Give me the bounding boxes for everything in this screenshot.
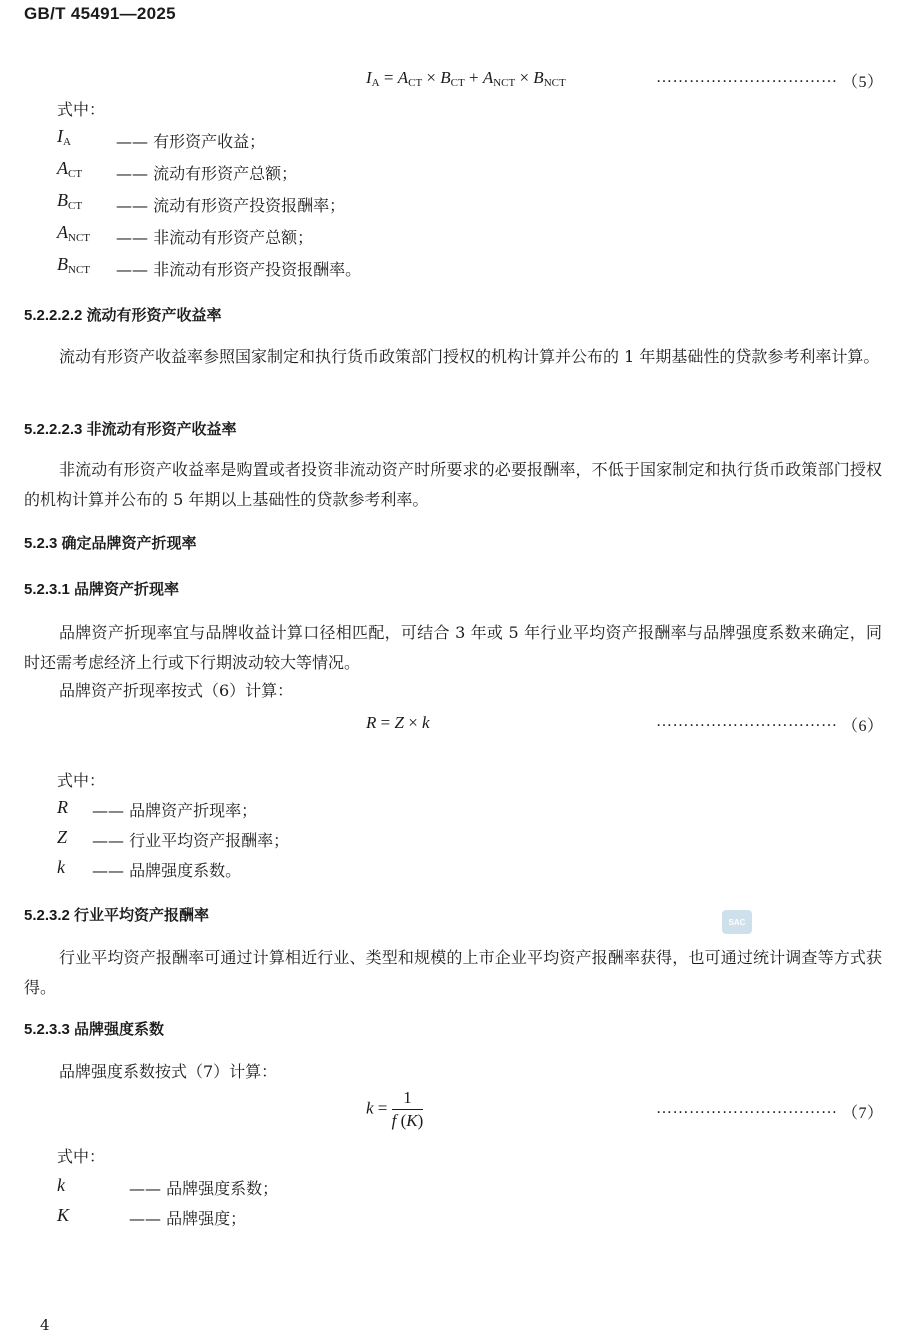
formula-7-fraction: $\frac{1}{f (K)}$: [391, 1088, 424, 1130]
page-number: 4: [40, 1316, 50, 1334]
formula-7-def-k-lower: —— 品牌强度系数；: [129, 1179, 279, 1198]
formula-7-where-label: 式中：: [57, 1147, 106, 1166]
formula-6-symbol-k: k: [57, 857, 65, 877]
paragraph-5-2-3-3: 品牌强度系数按式（7）计算：: [59, 1062, 278, 1081]
formula-6-number: （6）: [842, 718, 884, 735]
formula-6-def-r: —— 品牌资产折现率；: [92, 801, 258, 820]
formula-7-number: （7）: [842, 1105, 884, 1122]
formula-6-leader-dots: ……………………………: [656, 713, 838, 730]
heading-5-2-3-3: 5.2.3.3 品牌强度系数: [24, 1021, 165, 1038]
formula-5-def-anct: —— 非流动有形资产总额；: [116, 228, 314, 247]
formula-5-def-ia: —— 有形资产收益；: [116, 132, 266, 151]
formula-5-def-bnct: —— 非流动有形资产投资报酬率。: [116, 260, 362, 279]
formula-5-symbol-anct: $A_{NCT}$: [57, 222, 90, 244]
formula-5-symbol-bnct: $B_{NCT}$: [57, 254, 90, 276]
formula-6-symbol-z: Z: [57, 827, 68, 847]
formula-7-symbol-k-upper: K: [57, 1205, 70, 1225]
heading-5-2-2-2-3: 5.2.2.2.3 非流动有形资产收益率: [24, 421, 237, 438]
formula-6-symbol-r: R: [57, 797, 68, 817]
formula-5-number: （5）: [842, 74, 884, 91]
formula-6: R = Z × k: [366, 713, 430, 732]
formula-7-def-k-upper: —— 品牌强度；: [129, 1209, 247, 1228]
paragraph-5-2-2-2-3: 非流动有形资产收益率是购置或者投资非流动资产时所要求的必要报酬率，不低于国家制定和执行货币政策部门授权的机构计算并公布的 5 年期以上基础性的贷款参考利率。: [24, 460, 882, 509]
formula-7: k = $\frac{1}{f (K)}$: [366, 1088, 424, 1130]
paragraph-5-2-3-1: 品牌资产折现率宜与品牌收益计算口径相匹配，可结合 3 年或 5 年行业平均资产报酬率与品牌强度系数来确定，同时还需考虑经济上行或下行期波动较大等情况。: [24, 623, 882, 672]
formula-5-symbol-act: $A_{CT}$: [57, 158, 83, 180]
formula-5-symbol-bct: $B_{CT}$: [57, 190, 83, 212]
formula-6-def-z: —— 行业平均资产报酬率；: [92, 831, 290, 850]
formula-7-leader-dots: ……………………………: [656, 1100, 838, 1117]
paragraph-5-2-3-2: 行业平均资产报酬率可通过计算相近行业、类型和规模的上市企业平均资产报酬率获得，也可通过统计调查等方式获得。: [24, 948, 882, 997]
formula-5-where-label: 式中：: [57, 100, 106, 119]
heading-5-2-3-2: 5.2.3.2 行业平均资产报酬率: [24, 907, 210, 924]
heading-5-2-3-1: 5.2.3.1 品牌资产折现率: [24, 581, 180, 598]
formula-5: $I_A = A_{CT} \times B_{CT} + A_{NCT} \times B_{NCT}$: [366, 68, 566, 89]
heading-5-2-3: 5.2.3 确定品牌资产折现率: [24, 535, 197, 552]
standard-number: GB/T 45491—2025: [24, 4, 176, 23]
formula-5-symbol-ia: $I_A$: [57, 126, 71, 148]
formula-5-leader-dots: ……………………………: [656, 69, 838, 86]
formula-6-where-label: 式中：: [57, 771, 106, 790]
formula-7-symbol-k-lower: k: [57, 1175, 65, 1195]
paragraph-5-2-2-2-2: 流动有形资产收益率参照国家制定和执行货币政策部门授权的机构计算并公布的 1 年期基础性的贷款参考利率计算。: [59, 347, 880, 366]
formula-5-def-bct: —— 流动有形资产投资报酬率；: [116, 196, 346, 215]
paragraph-5-2-3-1-formula-intro: 品牌资产折现率按式（6）计算：: [59, 681, 294, 700]
formula-6-def-k: —— 品牌强度系数。: [92, 861, 242, 880]
sac-watermark-logo: SAC: [722, 910, 752, 934]
formula-5-def-act: —— 流动有形资产总额；: [116, 164, 298, 183]
heading-5-2-2-2-2: 5.2.2.2.2 流动有形资产收益率: [24, 307, 222, 324]
